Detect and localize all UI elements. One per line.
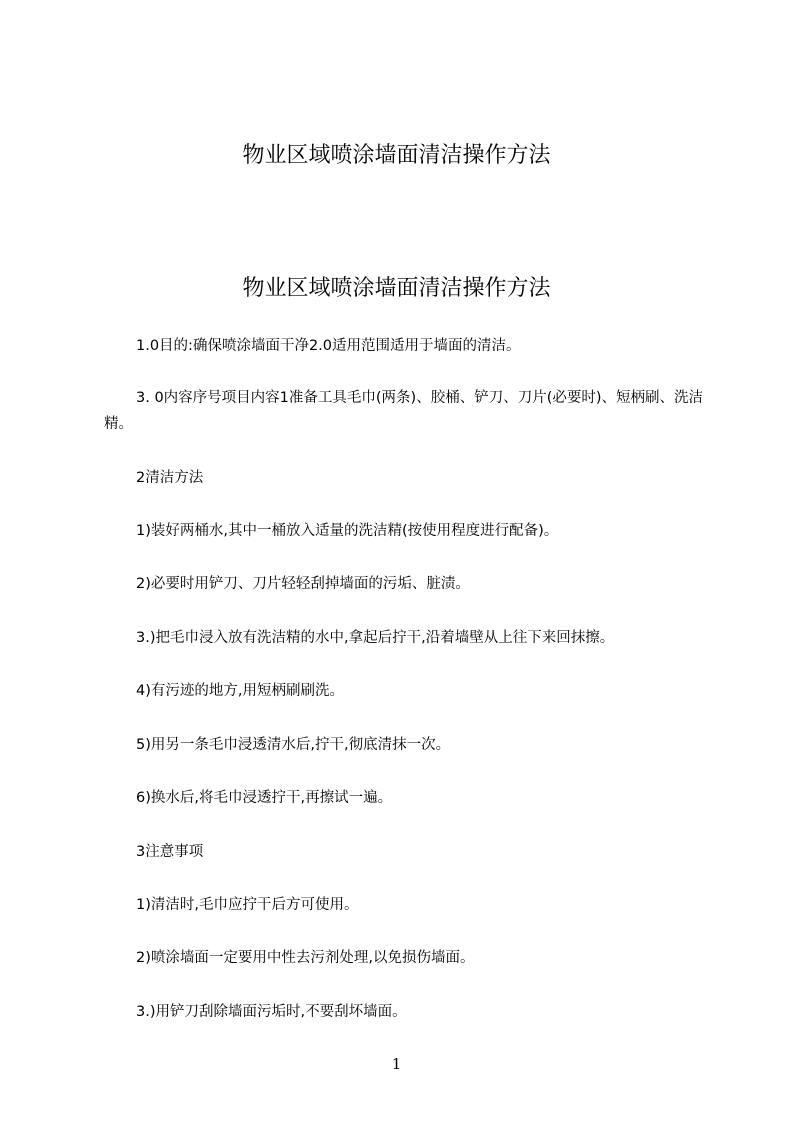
- paragraph-note-2: 2)喷涂墙面一定要用中性去污剂处理,以免损伤墙面。: [136, 950, 475, 966]
- paragraph-tools: 3. 0内容序号项目内容1准备工具毛巾(两条)、胶桶、铲刀、刀片(必要时)、短柄刷、洗洁精。: [104, 390, 704, 432]
- paragraph-step-5: 5)用另一条毛巾浸透清水后,拧干,彻底清抹一次。: [136, 737, 451, 753]
- cover-title: 物业区域喷涂墙面清洁操作方法: [242, 143, 551, 168]
- section-heading-cleaning-method: 2清洁方法: [136, 470, 204, 486]
- paragraph-step-1: 1)装好两桶水,其中一桶放入适量的洗洁精(按使用程度进行配备)。: [136, 523, 559, 539]
- paragraph-step-4: 4)有污迹的地方,用短柄刷刷洗。: [136, 683, 344, 699]
- page-number: 1: [391, 1055, 402, 1073]
- section-heading-notes: 3注意事项: [136, 844, 204, 860]
- paragraph-step-6: 6)换水后,将毛巾浸透拧干,再擦试一遍。: [136, 790, 393, 806]
- paragraph-note-1: 1)清洁时,毛巾应拧干后方可使用。: [136, 897, 359, 913]
- paragraph-step-2: 2)必要时用铲刀、刀片轻轻刮掉墙面的污垢、脏渍。: [136, 576, 470, 592]
- paragraph-note-3: 3.)用铲刀刮除墙面污垢时,不要刮坏墙面。: [136, 1004, 407, 1020]
- paragraph-step-3: 3.)把毛巾浸入放有洗洁精的水中,拿起后拧干,沿着墙壁从上往下来回抹擦。: [136, 630, 615, 646]
- document-title: 物业区域喷涂墙面清洁操作方法: [242, 276, 551, 301]
- paragraph-purpose: 1.0目的:确保喷涂墙面干净2.0适用范围适用于墙面的清洁。: [136, 338, 521, 354]
